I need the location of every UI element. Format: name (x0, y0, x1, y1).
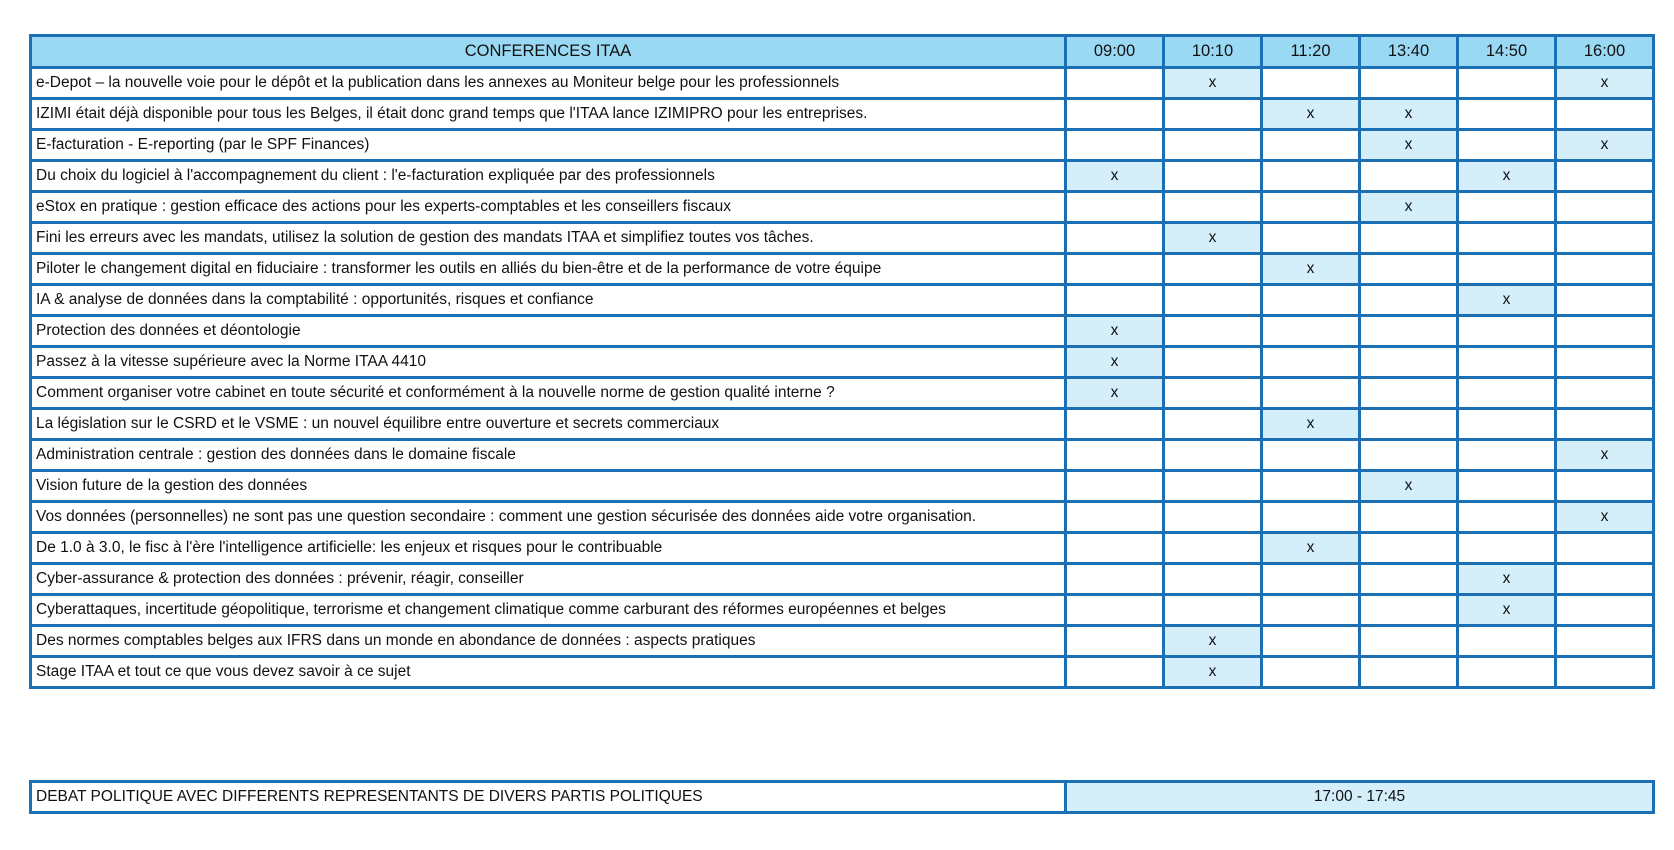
empty-slot-cell (1458, 316, 1556, 347)
session-mark-cell: x (1458, 595, 1556, 626)
conference-row (31, 564, 1654, 595)
debate-time: 17:00 - 17:45 (1066, 782, 1654, 813)
conference-title: E-facturation - E-reporting (par le SPF Finances) (31, 130, 1066, 161)
empty-slot-cell (1360, 285, 1458, 316)
conference-title: Des normes comptables belges aux IFRS dans un monde en abondance de données : aspects pratiques (31, 626, 1066, 657)
session-mark-cell: x (1164, 68, 1262, 99)
empty-slot-cell (1458, 440, 1556, 471)
empty-slot-cell (1458, 378, 1556, 409)
header-time: 10:10 (1164, 36, 1262, 68)
empty-slot-cell (1360, 657, 1458, 688)
session-mark-cell: x (1066, 378, 1164, 409)
empty-slot-cell (1556, 471, 1654, 502)
empty-slot-cell (1458, 626, 1556, 657)
empty-slot-cell (1360, 68, 1458, 99)
empty-slot-cell (1360, 440, 1458, 471)
empty-slot-cell (1066, 68, 1164, 99)
empty-slot-cell (1360, 378, 1458, 409)
empty-slot-cell (1164, 409, 1262, 440)
session-mark-cell: x (1262, 533, 1360, 564)
empty-slot-cell (1066, 533, 1164, 564)
empty-slot-cell (1458, 192, 1556, 223)
header-time: 14:50 (1458, 36, 1556, 68)
empty-slot-cell (1556, 595, 1654, 626)
debate-title: DEBAT POLITIQUE AVEC DIFFERENTS REPRESENTANTS DE DIVERS PARTIS POLITIQUES (31, 782, 1066, 813)
session-mark-cell: x (1262, 254, 1360, 285)
empty-slot-cell (1262, 440, 1360, 471)
session-mark-cell: x (1360, 471, 1458, 502)
conference-row (31, 192, 1654, 223)
empty-slot-cell (1164, 533, 1262, 564)
session-mark-cell: x (1066, 316, 1164, 347)
empty-slot-cell (1262, 223, 1360, 254)
empty-slot-cell (1458, 99, 1556, 130)
empty-slot-cell (1164, 471, 1262, 502)
empty-slot-cell (1556, 347, 1654, 378)
empty-slot-cell (1360, 595, 1458, 626)
empty-slot-cell (1458, 409, 1556, 440)
empty-slot-cell (1262, 626, 1360, 657)
session-mark-cell: x (1556, 130, 1654, 161)
empty-slot-cell (1164, 316, 1262, 347)
conference-title: IA & analyse de données dans la comptabilité : opportunités, risques et confiance (31, 285, 1066, 316)
conference-row (31, 409, 1654, 440)
conference-row (31, 223, 1654, 254)
empty-slot-cell (1556, 192, 1654, 223)
empty-slot-cell (1262, 68, 1360, 99)
empty-slot-cell (1164, 285, 1262, 316)
session-mark-cell: x (1066, 161, 1164, 192)
empty-slot-cell (1262, 285, 1360, 316)
empty-slot-cell (1360, 223, 1458, 254)
session-mark-cell: x (1458, 161, 1556, 192)
conference-row (31, 440, 1654, 471)
empty-slot-cell (1164, 99, 1262, 130)
debate-table (29, 780, 1655, 814)
empty-slot-cell (1556, 564, 1654, 595)
conference-title: Protection des données et déontologie (31, 316, 1066, 347)
session-mark-cell: x (1262, 99, 1360, 130)
empty-slot-cell (1360, 347, 1458, 378)
session-mark-cell: x (1164, 223, 1262, 254)
conference-title: Du choix du logiciel à l'accompagnement du client : l'e-facturation expliquée par des professionnels (31, 161, 1066, 192)
empty-slot-cell (1360, 161, 1458, 192)
empty-slot-cell (1360, 564, 1458, 595)
conference-title: IZIMI était déjà disponible pour tous les Belges, il était donc grand temps que l'ITAA lance IZIMIPRO pour les entreprises. (31, 99, 1066, 130)
empty-slot-cell (1458, 68, 1556, 99)
empty-slot-cell (1458, 471, 1556, 502)
conference-row (31, 657, 1654, 688)
empty-slot-cell (1164, 595, 1262, 626)
empty-slot-cell (1262, 161, 1360, 192)
empty-slot-cell (1262, 130, 1360, 161)
conference-row (31, 347, 1654, 378)
empty-slot-cell (1360, 316, 1458, 347)
header-title: CONFERENCES ITAA (31, 36, 1066, 68)
empty-slot-cell (1164, 130, 1262, 161)
header-time: 16:00 (1556, 36, 1654, 68)
empty-slot-cell (1458, 347, 1556, 378)
empty-slot-cell (1164, 502, 1262, 533)
schedule-body (31, 68, 1654, 688)
conference-row (31, 471, 1654, 502)
empty-slot-cell (1066, 285, 1164, 316)
conference-row (31, 626, 1654, 657)
conference-title: De 1.0 à 3.0, le fisc à l'ère l'intelligence artificielle: les enjeux et risques pour le contribuable (31, 533, 1066, 564)
empty-slot-cell (1262, 595, 1360, 626)
session-mark-cell: x (1556, 68, 1654, 99)
conference-title: Vos données (personnelles) ne sont pas une question secondaire : comment une gestion sécurisée des données aide votre organisation. (31, 502, 1066, 533)
conference-title: eStox en pratique : gestion efficace des actions pour les experts-comptables et les conseillers fiscaux (31, 192, 1066, 223)
empty-slot-cell (1262, 316, 1360, 347)
conference-row (31, 99, 1654, 130)
conference-title: La législation sur le CSRD et le VSME : un nouvel équilibre entre ouverture et secrets commerciaux (31, 409, 1066, 440)
empty-slot-cell (1066, 595, 1164, 626)
empty-slot-cell (1066, 409, 1164, 440)
conference-row (31, 316, 1654, 347)
empty-slot-cell (1164, 347, 1262, 378)
conference-title: Comment organiser votre cabinet en toute sécurité et conformément à la nouvelle norme de gestion qualité interne ? (31, 378, 1066, 409)
conference-row (31, 533, 1654, 564)
empty-slot-cell (1556, 626, 1654, 657)
header-time: 09:00 (1066, 36, 1164, 68)
empty-slot-cell (1066, 99, 1164, 130)
empty-slot-cell (1458, 533, 1556, 564)
empty-slot-cell (1262, 471, 1360, 502)
empty-slot-cell (1262, 502, 1360, 533)
conference-row (31, 68, 1654, 99)
empty-slot-cell (1262, 378, 1360, 409)
empty-slot-cell (1262, 347, 1360, 378)
session-mark-cell: x (1556, 440, 1654, 471)
session-mark-cell: x (1556, 502, 1654, 533)
empty-slot-cell (1556, 533, 1654, 564)
conference-title: Vision future de la gestion des données (31, 471, 1066, 502)
empty-slot-cell (1164, 564, 1262, 595)
session-mark-cell: x (1360, 99, 1458, 130)
empty-slot-cell (1360, 626, 1458, 657)
conference-title: Stage ITAA et tout ce que vous devez savoir à ce sujet (31, 657, 1066, 688)
session-mark-cell: x (1164, 657, 1262, 688)
empty-slot-cell (1360, 502, 1458, 533)
empty-slot-cell (1458, 502, 1556, 533)
empty-slot-cell (1066, 223, 1164, 254)
empty-slot-cell (1262, 564, 1360, 595)
session-mark-cell: x (1164, 626, 1262, 657)
empty-slot-cell (1458, 130, 1556, 161)
conference-title: e-Depot – la nouvelle voie pour le dépôt et la publication dans les annexes au Moniteur belge pour les professionnels (31, 68, 1066, 99)
empty-slot-cell (1360, 533, 1458, 564)
session-mark-cell: x (1458, 285, 1556, 316)
empty-slot-cell (1164, 254, 1262, 285)
session-mark-cell: x (1262, 409, 1360, 440)
empty-slot-cell (1360, 254, 1458, 285)
empty-slot-cell (1164, 440, 1262, 471)
conference-title: Administration centrale : gestion des données dans le domaine fiscale (31, 440, 1066, 471)
empty-slot-cell (1066, 564, 1164, 595)
conference-title: Cyber-assurance & protection des données : prévenir, réagir, conseiller (31, 564, 1066, 595)
empty-slot-cell (1556, 657, 1654, 688)
conference-row (31, 161, 1654, 192)
empty-slot-cell (1458, 657, 1556, 688)
header-time: 13:40 (1360, 36, 1458, 68)
empty-slot-cell (1458, 254, 1556, 285)
empty-slot-cell (1164, 161, 1262, 192)
header-time: 11:20 (1262, 36, 1360, 68)
empty-slot-cell (1164, 192, 1262, 223)
header-row (31, 36, 1654, 68)
session-mark-cell: x (1066, 347, 1164, 378)
conference-row (31, 254, 1654, 285)
empty-slot-cell (1556, 285, 1654, 316)
session-mark-cell: x (1360, 130, 1458, 161)
empty-slot-cell (1066, 626, 1164, 657)
conference-title: Passez à la vitesse supérieure avec la Norme ITAA 4410 (31, 347, 1066, 378)
empty-slot-cell (1458, 223, 1556, 254)
empty-slot-cell (1262, 192, 1360, 223)
session-mark-cell: x (1360, 192, 1458, 223)
empty-slot-cell (1066, 471, 1164, 502)
debate-row (31, 782, 1654, 813)
session-mark-cell: x (1458, 564, 1556, 595)
conference-title: Fini les erreurs avec les mandats, utilisez la solution de gestion des mandats ITAA et simplifiez toutes vos tâches. (31, 223, 1066, 254)
conference-title: Cyberattaques, incertitude géopolitique, terrorisme et changement climatique comme carburant des réformes européennes et belges (31, 595, 1066, 626)
empty-slot-cell (1556, 378, 1654, 409)
conference-title: Piloter le changement digital en fiduciaire : transformer les outils en alliés du bien-être et de la performance de votre équipe (31, 254, 1066, 285)
empty-slot-cell (1066, 502, 1164, 533)
conference-row (31, 285, 1654, 316)
empty-slot-cell (1262, 657, 1360, 688)
empty-slot-cell (1164, 378, 1262, 409)
empty-slot-cell (1556, 409, 1654, 440)
empty-slot-cell (1066, 440, 1164, 471)
empty-slot-cell (1360, 409, 1458, 440)
empty-slot-cell (1556, 223, 1654, 254)
empty-slot-cell (1556, 99, 1654, 130)
empty-slot-cell (1556, 161, 1654, 192)
empty-slot-cell (1066, 192, 1164, 223)
empty-slot-cell (1556, 316, 1654, 347)
empty-slot-cell (1066, 254, 1164, 285)
empty-slot-cell (1066, 657, 1164, 688)
conference-row (31, 502, 1654, 533)
empty-slot-cell (1556, 254, 1654, 285)
conference-row (31, 130, 1654, 161)
empty-slot-cell (1066, 130, 1164, 161)
conference-schedule-table (29, 34, 1655, 689)
conference-row (31, 378, 1654, 409)
conference-row (31, 595, 1654, 626)
